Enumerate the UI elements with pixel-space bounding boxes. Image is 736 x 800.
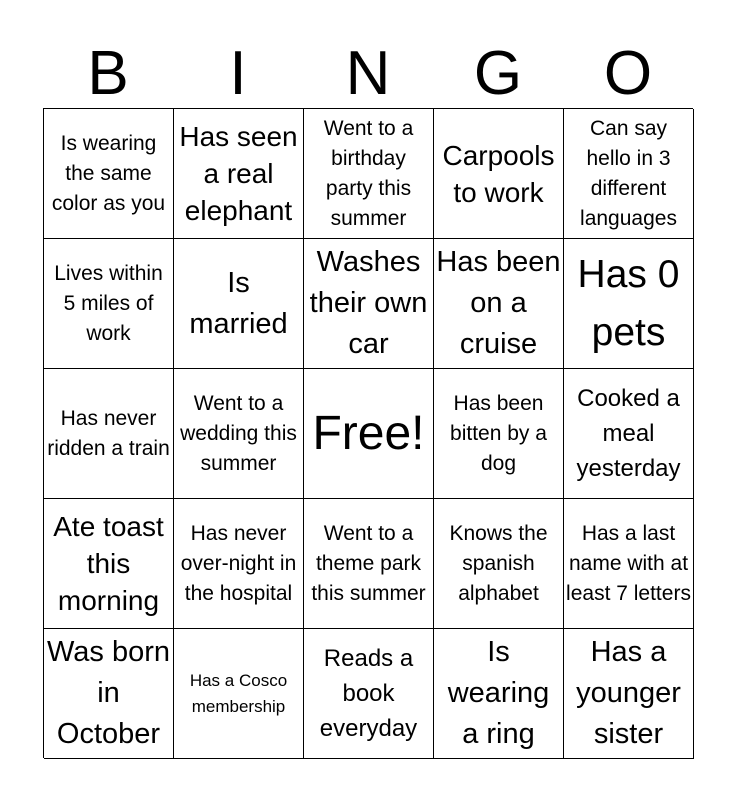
bingo-cell-g2[interactable] [434, 239, 564, 369]
bingo-header [43, 40, 693, 108]
bingo-cell-g1[interactable] [434, 109, 564, 239]
bingo-cell-o2[interactable] [564, 239, 694, 369]
bingo-cell-i2[interactable] [174, 239, 304, 369]
bingo-cell-text: Has been on a cruise [436, 246, 561, 360]
bingo-cell-text: Went to a birthday party this summer [323, 116, 414, 230]
bingo-cell-text: Has never over-night in the hospital [180, 521, 297, 605]
free-space-label: Free! [312, 406, 425, 460]
bingo-cell-i4[interactable] [174, 499, 304, 629]
bingo-cell-text: Can say hello in 3 different languages [580, 116, 677, 230]
bingo-cell-i1[interactable] [174, 109, 304, 239]
bingo-cell-text: Has seen a real elephant [179, 121, 298, 226]
bingo-cell-b5[interactable] [44, 629, 174, 759]
bingo-cell-text: Is wearing a ring [447, 636, 550, 750]
bingo-cell-text: Is married [189, 266, 288, 340]
bingo-cell-n4[interactable] [304, 499, 434, 629]
bingo-cell-text: Went to a theme park this summer [311, 521, 426, 605]
header-letter-b: B [87, 39, 129, 108]
bingo-cell-text: Carpools to work [442, 139, 555, 208]
bingo-cell-text: Was born in October [46, 636, 171, 750]
bingo-cell-text: Has a Cosco membership [189, 670, 288, 716]
bingo-cell-b3[interactable] [44, 369, 174, 499]
bingo-cell-b1[interactable] [44, 109, 174, 239]
bingo-cell-o4[interactable] [564, 499, 694, 629]
bingo-cell-free[interactable] [304, 369, 434, 499]
bingo-cell-b2[interactable] [44, 239, 174, 369]
bingo-cell-text: Washes their own car [309, 246, 428, 360]
bingo-cell-text: Cooked a meal yesterday [576, 385, 681, 482]
bingo-cell-b4[interactable] [44, 499, 174, 629]
header-letter-g: G [473, 39, 523, 108]
bingo-cell-text: Has been bitten by a dog [450, 391, 547, 475]
bingo-cell-g4[interactable] [434, 499, 564, 629]
bingo-cell-text: Ate toast this morning [53, 511, 164, 616]
bingo-cell-text: Reads a book everyday [319, 645, 418, 742]
bingo-cell-text: Has never ridden a train [47, 406, 170, 460]
bingo-cell-text: Lives within 5 miles of work [54, 261, 163, 345]
bingo-cell-o5[interactable] [564, 629, 694, 759]
bingo-cell-n2[interactable] [304, 239, 434, 369]
header-letter-i: I [229, 39, 247, 108]
bingo-cell-g3[interactable] [434, 369, 564, 499]
bingo-cell-n5[interactable] [304, 629, 434, 759]
header-letter-n: N [345, 39, 391, 108]
bingo-cell-n1[interactable] [304, 109, 434, 239]
bingo-cell-i3[interactable] [174, 369, 304, 499]
header-letter-o: O [603, 39, 653, 108]
bingo-cell-text: Went to a wedding this summer [180, 391, 297, 475]
bingo-cell-text: Has 0 pets [577, 252, 680, 354]
bingo-cell-text: Knows the spanish alphabet [449, 521, 548, 605]
bingo-cell-o1[interactable] [564, 109, 694, 239]
bingo-cell-text: Has a younger sister [576, 636, 681, 750]
bingo-cell-text: Is wearing the same color as you [51, 131, 166, 215]
bingo-card-grid [43, 108, 693, 758]
bingo-cell-o3[interactable] [564, 369, 694, 499]
bingo-cell-g5[interactable] [434, 629, 564, 759]
bingo-cell-i5[interactable] [174, 629, 304, 759]
bingo-cell-text: Has a last name with at least 7 letters [566, 521, 691, 605]
